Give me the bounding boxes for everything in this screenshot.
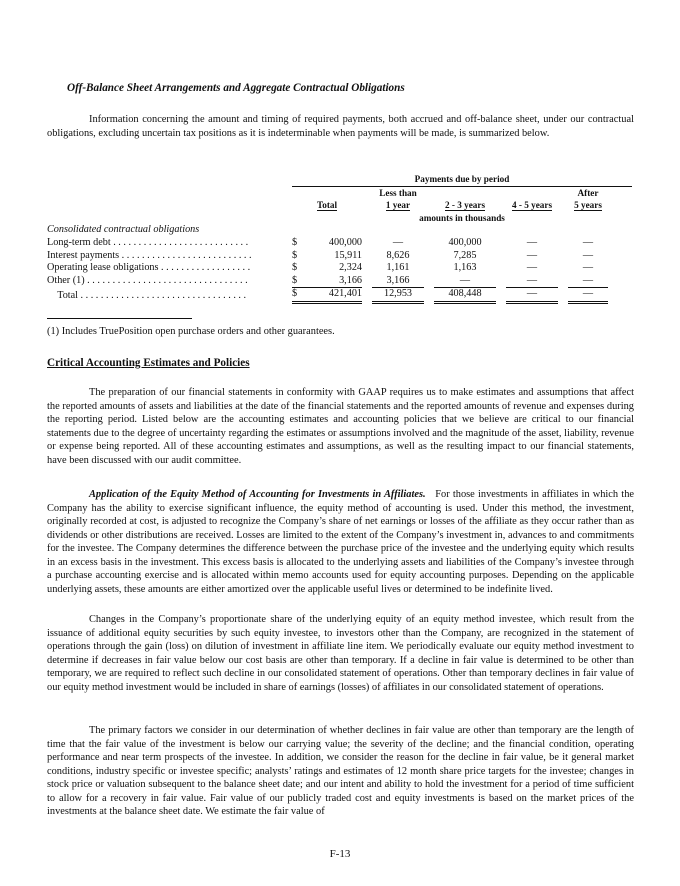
cell-lt1: 3,166 — [386, 274, 410, 286]
col-4-5-years-header: 4 - 5 years — [511, 200, 553, 211]
table-group-header-row — [47, 173, 632, 186]
table-units-row — [47, 212, 632, 225]
intro-text: Information concerning the amount and timing of required payments, both accrued and off-balance sheet, under our contractual obligations, excluding uncertain tax positions as it is indeterminable when payments will be made, is summarized below. — [47, 114, 634, 139]
footnote: (1) Includes TruePosition open purchase orders and other guarantees. — [47, 326, 335, 337]
table-header-row-1 — [47, 186, 632, 199]
cell-4-5: — — [526, 274, 538, 286]
payments-due-header: Payments due by period — [292, 173, 632, 186]
paragraph-critical-estimates — [47, 386, 634, 467]
row-label: Other (1) . . . . . . . . . . . . . . . . . . . . . . . . . . . . . . . . — [47, 275, 248, 287]
cell-total: 3,166 — [339, 274, 362, 286]
paragraph-equity-method — [47, 488, 634, 596]
footnote-divider — [47, 318, 192, 319]
cell-4-5: — — [526, 236, 538, 248]
section-heading-critical-accounting: Critical Accounting Estimates and Policies — [47, 357, 250, 369]
dollar-sign: $ — [292, 262, 298, 274]
paragraph-primary-factors — [47, 724, 634, 819]
cell-after: — — [582, 274, 594, 286]
row-label: Operating lease obligations . . . . . . . . . . . . . . . . . . — [47, 262, 251, 274]
row-label: Interest payments . . . . . . . . . . . . . . . . . . . . . . . . . . — [47, 249, 252, 261]
cell-after: — — [568, 288, 608, 303]
col-5-years-header: 5 years — [574, 200, 602, 211]
table-row — [47, 237, 632, 250]
total-row-label: Total . . . . . . . . . . . . . . . . . . . . . . . . . . . . . . . . . — [57, 289, 247, 301]
cell-after: — — [582, 249, 594, 261]
paragraph-lead-heading: Application of the Equity Method of Accounting for Investments in Affiliates. — [89, 489, 426, 500]
intro-paragraph — [47, 113, 634, 140]
table-row — [47, 262, 632, 275]
cell-2-3: 400,000 — [448, 236, 482, 248]
paragraph-text: Changes in the Company’s proportionate share of the underlying equity of an equity method investee, which result from the issuance of additional equity securities by such equity investee, to investors other than the Company, are recognized in the statement of operations through the gain (loss) on dilution of investment in affiliate line item. We periodically evaluate our equity method investment to determine if decreases in fair value below our cost basis are other than temporary. If a decline in fair value is determined to be other than temporary, we are required to reflect such decline in our consolidated statement of operations. Other than temporary declines in fair value of our equity method investment would be included in share of earnings (losses) of affiliates in our consolidated statement of operations. — [47, 614, 634, 693]
cell-lt1: — — [392, 236, 404, 248]
table-caption-row — [47, 224, 632, 237]
cell-4-5: — — [526, 249, 538, 261]
table-caption: Consolidated contractual obligations — [47, 224, 200, 236]
cell-2-3: 7,285 — [453, 249, 477, 261]
cell-2-3: 1,163 — [453, 262, 477, 274]
cell-total: 421,401 — [302, 288, 362, 303]
dollar-sign: $ — [292, 236, 298, 248]
col-after-line1: After — [577, 187, 599, 198]
cell-4-5: — — [506, 288, 558, 303]
cell-2-3: 408,448 — [434, 288, 496, 303]
page-number: F-13 — [329, 848, 351, 860]
cell-total: 15,911 — [334, 249, 362, 261]
cell-total: 400,000 — [328, 236, 362, 248]
units-label: amounts in thousands — [419, 212, 505, 223]
paragraph-proportionate-share — [47, 613, 634, 694]
col-1-year-header: 1 year — [385, 200, 411, 211]
cell-lt1: 1,161 — [386, 262, 410, 274]
section-heading-off-balance: Off-Balance Sheet Arrangements and Aggregate Contractual Obligations — [67, 82, 405, 94]
dollar-sign: $ — [292, 249, 298, 261]
table-header-row-2 — [47, 199, 632, 212]
contractual-obligations-table — [47, 173, 632, 304]
dollar-sign: $ — [292, 274, 298, 286]
cell-after: — — [582, 236, 594, 248]
table-row — [47, 275, 632, 288]
cell-total: 2,324 — [339, 262, 362, 274]
col-less-than-line1: Less than — [379, 187, 417, 198]
cell-lt1: 12,953 — [372, 288, 424, 303]
cell-after: — — [582, 262, 594, 274]
dollar-sign: $ — [292, 288, 302, 303]
col-2-3-years-header: 2 - 3 years — [444, 200, 486, 211]
cell-4-5: — — [526, 262, 538, 274]
cell-2-3: — — [459, 274, 471, 286]
table-row — [47, 250, 632, 263]
table-total-row — [47, 288, 632, 303]
paragraph-text: The primary factors we consider in our determination of whether declines in fair value are other than temporary are the length of time that the fair value of the investment is below our carrying value; the severity of the decline; and the financial condition, operating performance and near term prospects of the investee. In addition, we consider the reason for the decline in fair value, be it general market conditions, industry specific or investee specific; analysts’ ratings and estimates of 12 month share price targets for the investee; changes in stock price or valuation subsequent to the balance sheet date; and our intent and ability to hold the investment for a period of time sufficient to allow for a recovery in fair value. Fair value of our publicly traded cost and equity investments is based on the market prices of the investments at the balance sheet date. We estimate the fair value of — [47, 725, 634, 817]
row-label: Long-term debt . . . . . . . . . . . . . . . . . . . . . . . . . . . — [47, 236, 249, 248]
col-total-header: Total — [316, 200, 338, 211]
paragraph-text: For those investments in affiliates in which the Company has the ability to exercise significant influence, the equity method of accounting is used. Under this method, the investment, originally recorded at cost, is adjusted to recognize the Company’s share of net earnings or losses of the affiliate as they occur rather than as dividends or other distributions are received. Losses are limited to the extent of the Company’s investment in, advances to and commitments for the investee. The Company determines the difference between the purchase price of the investee and the underlying equity which results in an excess basis in the investment. This excess basis is allocated to the underlying assets and liabilities of the Company’s investee through a purchase accounting exercise and is allocated within memo accounts used for equity accounting purposes. Depending on the applicable underlying assets, these amounts are either amortized over the applicable useful lives or determined to be indefinite lived. — [47, 489, 634, 595]
paragraph-text: The preparation of our financial statements in conformity with GAAP requires us to make estimates and assumptions that affect the reported amounts of assets and liabilities at the date of the financial statements and the reported amounts of revenue and expenses during the reporting period. Listed below are the accounting estimates and accounting policies that we believe are critical to our financial statements due to the degree of uncertainty regarding the estimates or assumptions involved and the magnitude of the asset, liability, revenue or expense being reported. All of these accounting estimates and assumptions, as well as the resulting impact to our financial statements, have been discussed with our audit committee. — [47, 387, 634, 466]
cell-lt1: 8,626 — [386, 249, 410, 261]
